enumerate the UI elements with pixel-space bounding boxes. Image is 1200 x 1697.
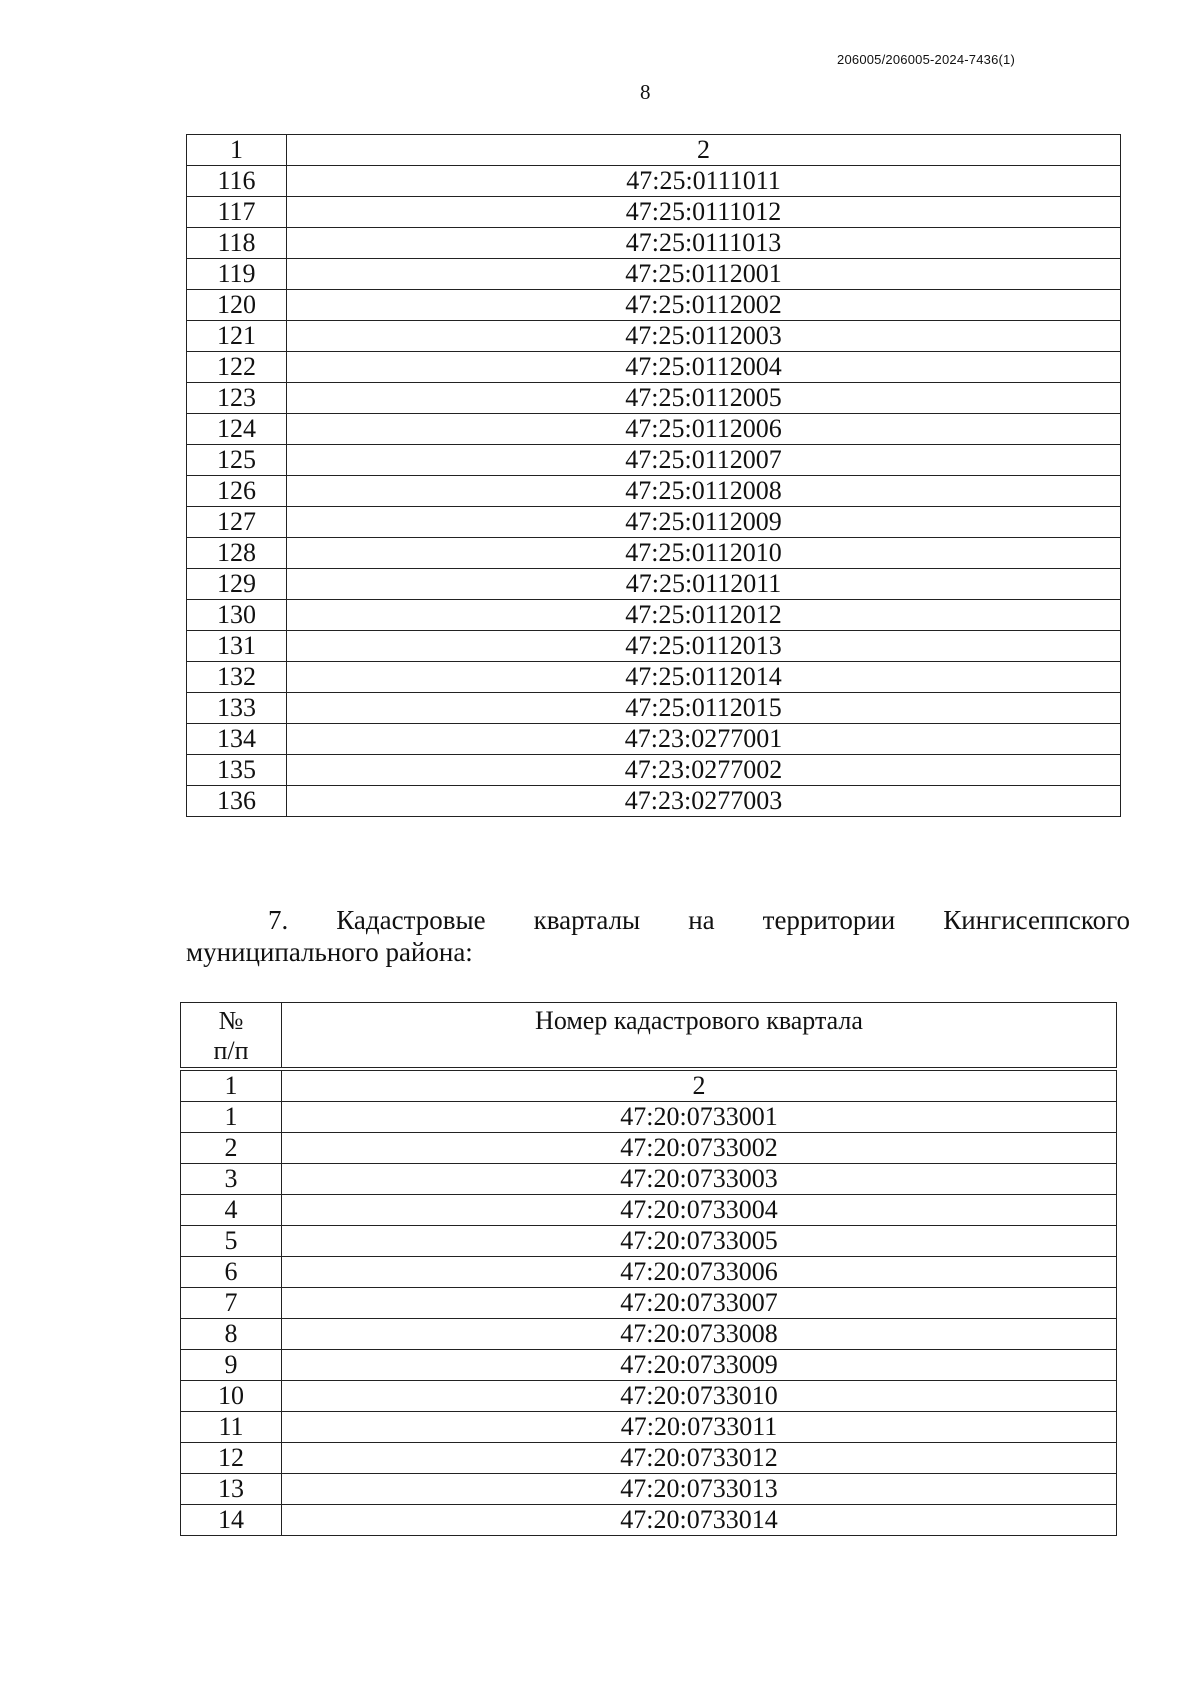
cadastral-number-cell: 47:23:0277001 bbox=[287, 724, 1121, 755]
table-row bbox=[187, 290, 1121, 321]
row-index-cell: 14 bbox=[181, 1504, 282, 1535]
row-index-cell: 3 bbox=[181, 1163, 282, 1194]
header-number-sign: № bbox=[218, 1006, 244, 1035]
cadastral-number-cell: 47:25:0112014 bbox=[287, 662, 1121, 693]
table-row bbox=[187, 631, 1121, 662]
cadastral-number-cell: 47:25:0112015 bbox=[287, 693, 1121, 724]
section-7-first-line bbox=[186, 904, 1130, 936]
table-row bbox=[181, 1318, 1117, 1349]
table-row bbox=[187, 414, 1121, 445]
cadastral-number-cell: 47:25:0112001 bbox=[287, 259, 1121, 290]
table-row bbox=[181, 1473, 1117, 1504]
column-number: 2 bbox=[282, 1069, 1117, 1102]
row-index-cell: 118 bbox=[187, 228, 287, 259]
cadastral-number-cell: 47:20:0733002 bbox=[282, 1132, 1117, 1163]
column-number: 2 bbox=[287, 135, 1121, 166]
row-index-cell: 13 bbox=[181, 1473, 282, 1504]
cadastral-number-cell: 47:25:0112013 bbox=[287, 631, 1121, 662]
header-number-abbrev: п/п bbox=[213, 1036, 249, 1065]
paragraph-word: Кингисеппского bbox=[943, 905, 1130, 935]
table-row bbox=[181, 1349, 1117, 1380]
cadastral-number-cell: 47:25:0112011 bbox=[287, 569, 1121, 600]
row-index-cell: 9 bbox=[181, 1349, 282, 1380]
column-number-row bbox=[187, 135, 1121, 166]
row-index-cell: 136 bbox=[187, 786, 287, 817]
cadastral-number-cell: 47:25:0112007 bbox=[287, 445, 1121, 476]
table-row bbox=[181, 1442, 1117, 1473]
header-number-cell bbox=[181, 1003, 282, 1069]
table-row bbox=[181, 1256, 1117, 1287]
cadastral-number-cell: 47:20:0733011 bbox=[282, 1411, 1117, 1442]
table-row bbox=[181, 1411, 1117, 1442]
table-row bbox=[187, 445, 1121, 476]
cadastral-number-cell: 47:25:0112006 bbox=[287, 414, 1121, 445]
section-7-second-line: муниципального района: bbox=[186, 937, 473, 967]
table-row bbox=[187, 755, 1121, 786]
table-row bbox=[187, 693, 1121, 724]
row-index-cell: 4 bbox=[181, 1194, 282, 1225]
row-index-cell: 124 bbox=[187, 414, 287, 445]
row-index-cell: 1 bbox=[181, 1101, 282, 1132]
paragraph-word: 7. bbox=[268, 905, 289, 935]
cadastral-number-cell: 47:20:0733001 bbox=[282, 1101, 1117, 1132]
section-7-paragraph bbox=[186, 904, 1130, 968]
cadastral-number-cell: 47:25:0112010 bbox=[287, 538, 1121, 569]
row-index-cell: 120 bbox=[187, 290, 287, 321]
cadastral-number-cell: 47:20:0733009 bbox=[282, 1349, 1117, 1380]
header-quarter-number: Номер кадастрового квартала bbox=[282, 1003, 1117, 1069]
row-index-cell: 117 bbox=[187, 197, 287, 228]
cadastral-number-cell: 47:25:0112005 bbox=[287, 383, 1121, 414]
table-row bbox=[187, 321, 1121, 352]
row-index-cell: 126 bbox=[187, 476, 287, 507]
paragraph-word: на bbox=[688, 905, 715, 935]
row-index-cell: 119 bbox=[187, 259, 287, 290]
cadastral-number-cell: 47:25:0112002 bbox=[287, 290, 1121, 321]
column-number-row bbox=[181, 1069, 1117, 1102]
table-row bbox=[187, 352, 1121, 383]
row-index-cell: 5 bbox=[181, 1225, 282, 1256]
row-index-cell: 125 bbox=[187, 445, 287, 476]
table-row bbox=[181, 1163, 1117, 1194]
row-index-cell: 10 bbox=[181, 1380, 282, 1411]
row-index-cell: 134 bbox=[187, 724, 287, 755]
row-index-cell: 2 bbox=[181, 1132, 282, 1163]
column-number: 1 bbox=[187, 135, 287, 166]
cadastral-number-cell: 47:25:0112003 bbox=[287, 321, 1121, 352]
table-row bbox=[187, 228, 1121, 259]
cadastral-number-cell: 47:20:0733005 bbox=[282, 1225, 1117, 1256]
table-row bbox=[181, 1132, 1117, 1163]
row-index-cell: 129 bbox=[187, 569, 287, 600]
cadastral-number-cell: 47:23:0277003 bbox=[287, 786, 1121, 817]
cadastral-number-cell: 47:20:0733003 bbox=[282, 1163, 1117, 1194]
cadastral-number-cell: 47:20:0733004 bbox=[282, 1194, 1117, 1225]
row-index-cell: 121 bbox=[187, 321, 287, 352]
table-row bbox=[187, 259, 1121, 290]
cadastral-table-continued bbox=[186, 134, 1121, 817]
cadastral-table-kingisepp bbox=[180, 1002, 1117, 1536]
table-row bbox=[187, 383, 1121, 414]
row-index-cell: 6 bbox=[181, 1256, 282, 1287]
table-row bbox=[187, 507, 1121, 538]
table-row bbox=[181, 1287, 1117, 1318]
cadastral-number-cell: 47:20:0733014 bbox=[282, 1504, 1117, 1535]
row-index-cell: 123 bbox=[187, 383, 287, 414]
table-row bbox=[187, 724, 1121, 755]
table-row bbox=[181, 1194, 1117, 1225]
table-row bbox=[187, 600, 1121, 631]
row-index-cell: 133 bbox=[187, 693, 287, 724]
cadastral-number-cell: 47:20:0733012 bbox=[282, 1442, 1117, 1473]
row-index-cell: 11 bbox=[181, 1411, 282, 1442]
cadastral-number-cell: 47:25:0112012 bbox=[287, 600, 1121, 631]
cadastral-number-cell: 47:20:0733013 bbox=[282, 1473, 1117, 1504]
row-index-cell: 132 bbox=[187, 662, 287, 693]
table-header-row bbox=[181, 1003, 1117, 1069]
document-id: 206005/206005-2024-7436(1) bbox=[837, 52, 1015, 67]
cadastral-number-cell: 47:25:0111013 bbox=[287, 228, 1121, 259]
row-index-cell: 135 bbox=[187, 755, 287, 786]
table-row bbox=[187, 662, 1121, 693]
table-row bbox=[181, 1504, 1117, 1535]
row-index-cell: 7 bbox=[181, 1287, 282, 1318]
cadastral-number-cell: 47:25:0112004 bbox=[287, 352, 1121, 383]
row-index-cell: 130 bbox=[187, 600, 287, 631]
column-number: 1 bbox=[181, 1069, 282, 1102]
row-index-cell: 8 bbox=[181, 1318, 282, 1349]
table-row bbox=[187, 476, 1121, 507]
cadastral-number-cell: 47:20:0733008 bbox=[282, 1318, 1117, 1349]
table-row bbox=[187, 166, 1121, 197]
table-row bbox=[181, 1225, 1117, 1256]
table-row bbox=[187, 569, 1121, 600]
row-index-cell: 127 bbox=[187, 507, 287, 538]
cadastral-number-cell: 47:23:0277002 bbox=[287, 755, 1121, 786]
row-index-cell: 12 bbox=[181, 1442, 282, 1473]
row-index-cell: 128 bbox=[187, 538, 287, 569]
table-row bbox=[187, 786, 1121, 817]
paragraph-word: территории bbox=[762, 905, 896, 935]
table-row bbox=[181, 1380, 1117, 1411]
row-index-cell: 131 bbox=[187, 631, 287, 662]
cadastral-number-cell: 47:25:0111011 bbox=[287, 166, 1121, 197]
row-index-cell: 122 bbox=[187, 352, 287, 383]
cadastral-number-cell: 47:20:0733007 bbox=[282, 1287, 1117, 1318]
cadastral-number-cell: 47:25:0112008 bbox=[287, 476, 1121, 507]
cadastral-number-cell: 47:20:0733010 bbox=[282, 1380, 1117, 1411]
paragraph-word: кварталы bbox=[533, 905, 641, 935]
page-number: 8 bbox=[640, 80, 651, 104]
cadastral-number-cell: 47:25:0112009 bbox=[287, 507, 1121, 538]
table-row bbox=[181, 1101, 1117, 1132]
paragraph-word: Кадастровые bbox=[336, 905, 486, 935]
table-row bbox=[187, 197, 1121, 228]
table-row bbox=[187, 538, 1121, 569]
cadastral-number-cell: 47:25:0111012 bbox=[287, 197, 1121, 228]
row-index-cell: 116 bbox=[187, 166, 287, 197]
cadastral-number-cell: 47:20:0733006 bbox=[282, 1256, 1117, 1287]
